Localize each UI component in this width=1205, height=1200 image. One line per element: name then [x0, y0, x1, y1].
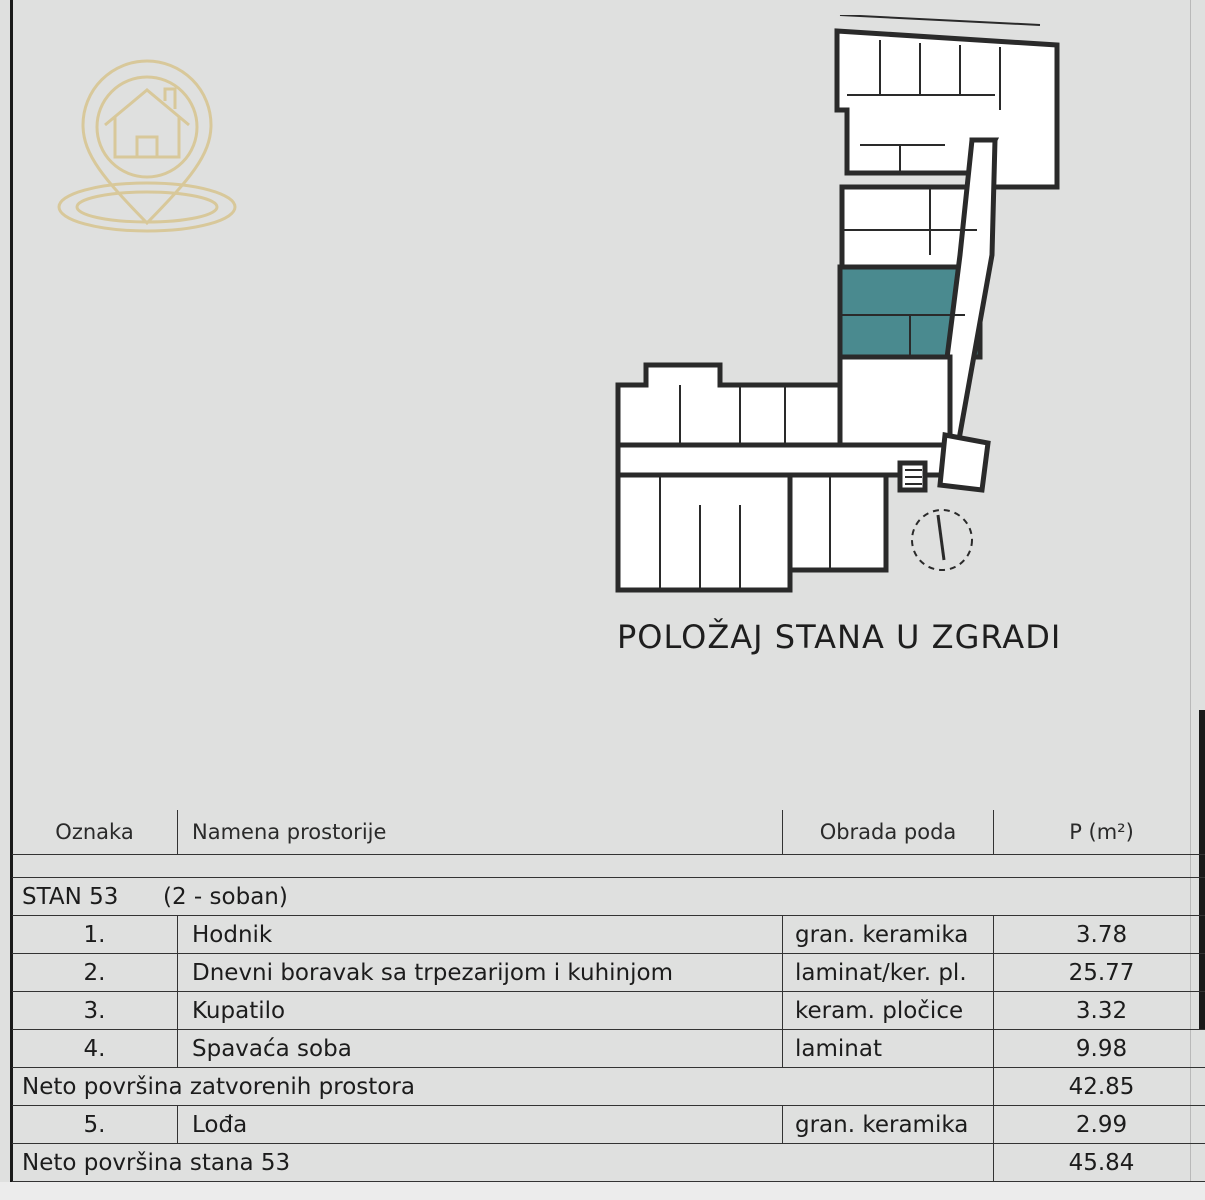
room-obrada: laminat/ker. pl. — [783, 954, 994, 992]
room-table — [12, 810, 1205, 1182]
room-obrada: laminat — [783, 1030, 994, 1068]
header-divider — [12, 855, 1205, 878]
table-row — [12, 954, 1205, 992]
room-povrsina: 3.78 — [994, 916, 1205, 954]
table-row — [12, 1030, 1205, 1068]
unit-type: (2 - soban) — [163, 883, 288, 910]
total-row — [12, 1144, 1205, 1182]
total-value: 45.84 — [994, 1144, 1205, 1182]
header-namena: Namena prostorije — [178, 810, 783, 855]
room-oznaka: 5. — [12, 1106, 178, 1144]
room-povrsina: 25.77 — [994, 954, 1205, 992]
room-namena: Hodnik — [178, 916, 783, 954]
room-povrsina: 9.98 — [994, 1030, 1205, 1068]
room-povrsina: 2.99 — [994, 1106, 1205, 1144]
room-namena: Spavaća soba — [178, 1030, 783, 1068]
header-povrsina: P (m²) — [994, 810, 1205, 855]
room-oznaka: 4. — [12, 1030, 178, 1068]
room-oznaka: 1. — [12, 916, 178, 954]
table-row — [12, 916, 1205, 954]
room-namena: Dnevni boravak sa trpezarijom i kuhinjom — [178, 954, 783, 992]
room-obrada: gran. keramika — [783, 1106, 994, 1144]
room-oznaka: 3. — [12, 992, 178, 1030]
room-povrsina: 3.32 — [994, 992, 1205, 1030]
subtotal-row — [12, 1068, 1205, 1106]
room-obrada: keram. pločice — [783, 992, 994, 1030]
table-header-row — [12, 810, 1205, 855]
header-oznaka: Oznaka — [55, 820, 134, 844]
room-namena: Lođa — [178, 1106, 783, 1144]
room-oznaka: 2. — [12, 954, 178, 992]
floor-plan — [600, 15, 1080, 605]
header-obrada: Obrada poda — [783, 810, 994, 855]
bottom-strip — [0, 1182, 1205, 1200]
house-location-pin-icon — [55, 55, 240, 240]
total-label: Neto površina stana 53 — [12, 1144, 994, 1182]
unit-row — [12, 878, 1205, 916]
table-row — [12, 1106, 1205, 1144]
room-obrada: gran. keramika — [783, 916, 994, 954]
plan-title: POLOŽAJ STANA U ZGRADI — [617, 618, 1062, 656]
table-row — [12, 992, 1205, 1030]
room-namena: Kupatilo — [178, 992, 783, 1030]
subtotal-value: 42.85 — [994, 1068, 1205, 1106]
subtotal-label: Neto površina zatvorenih prostora — [12, 1068, 994, 1106]
unit-label: STAN 53 — [22, 883, 119, 910]
